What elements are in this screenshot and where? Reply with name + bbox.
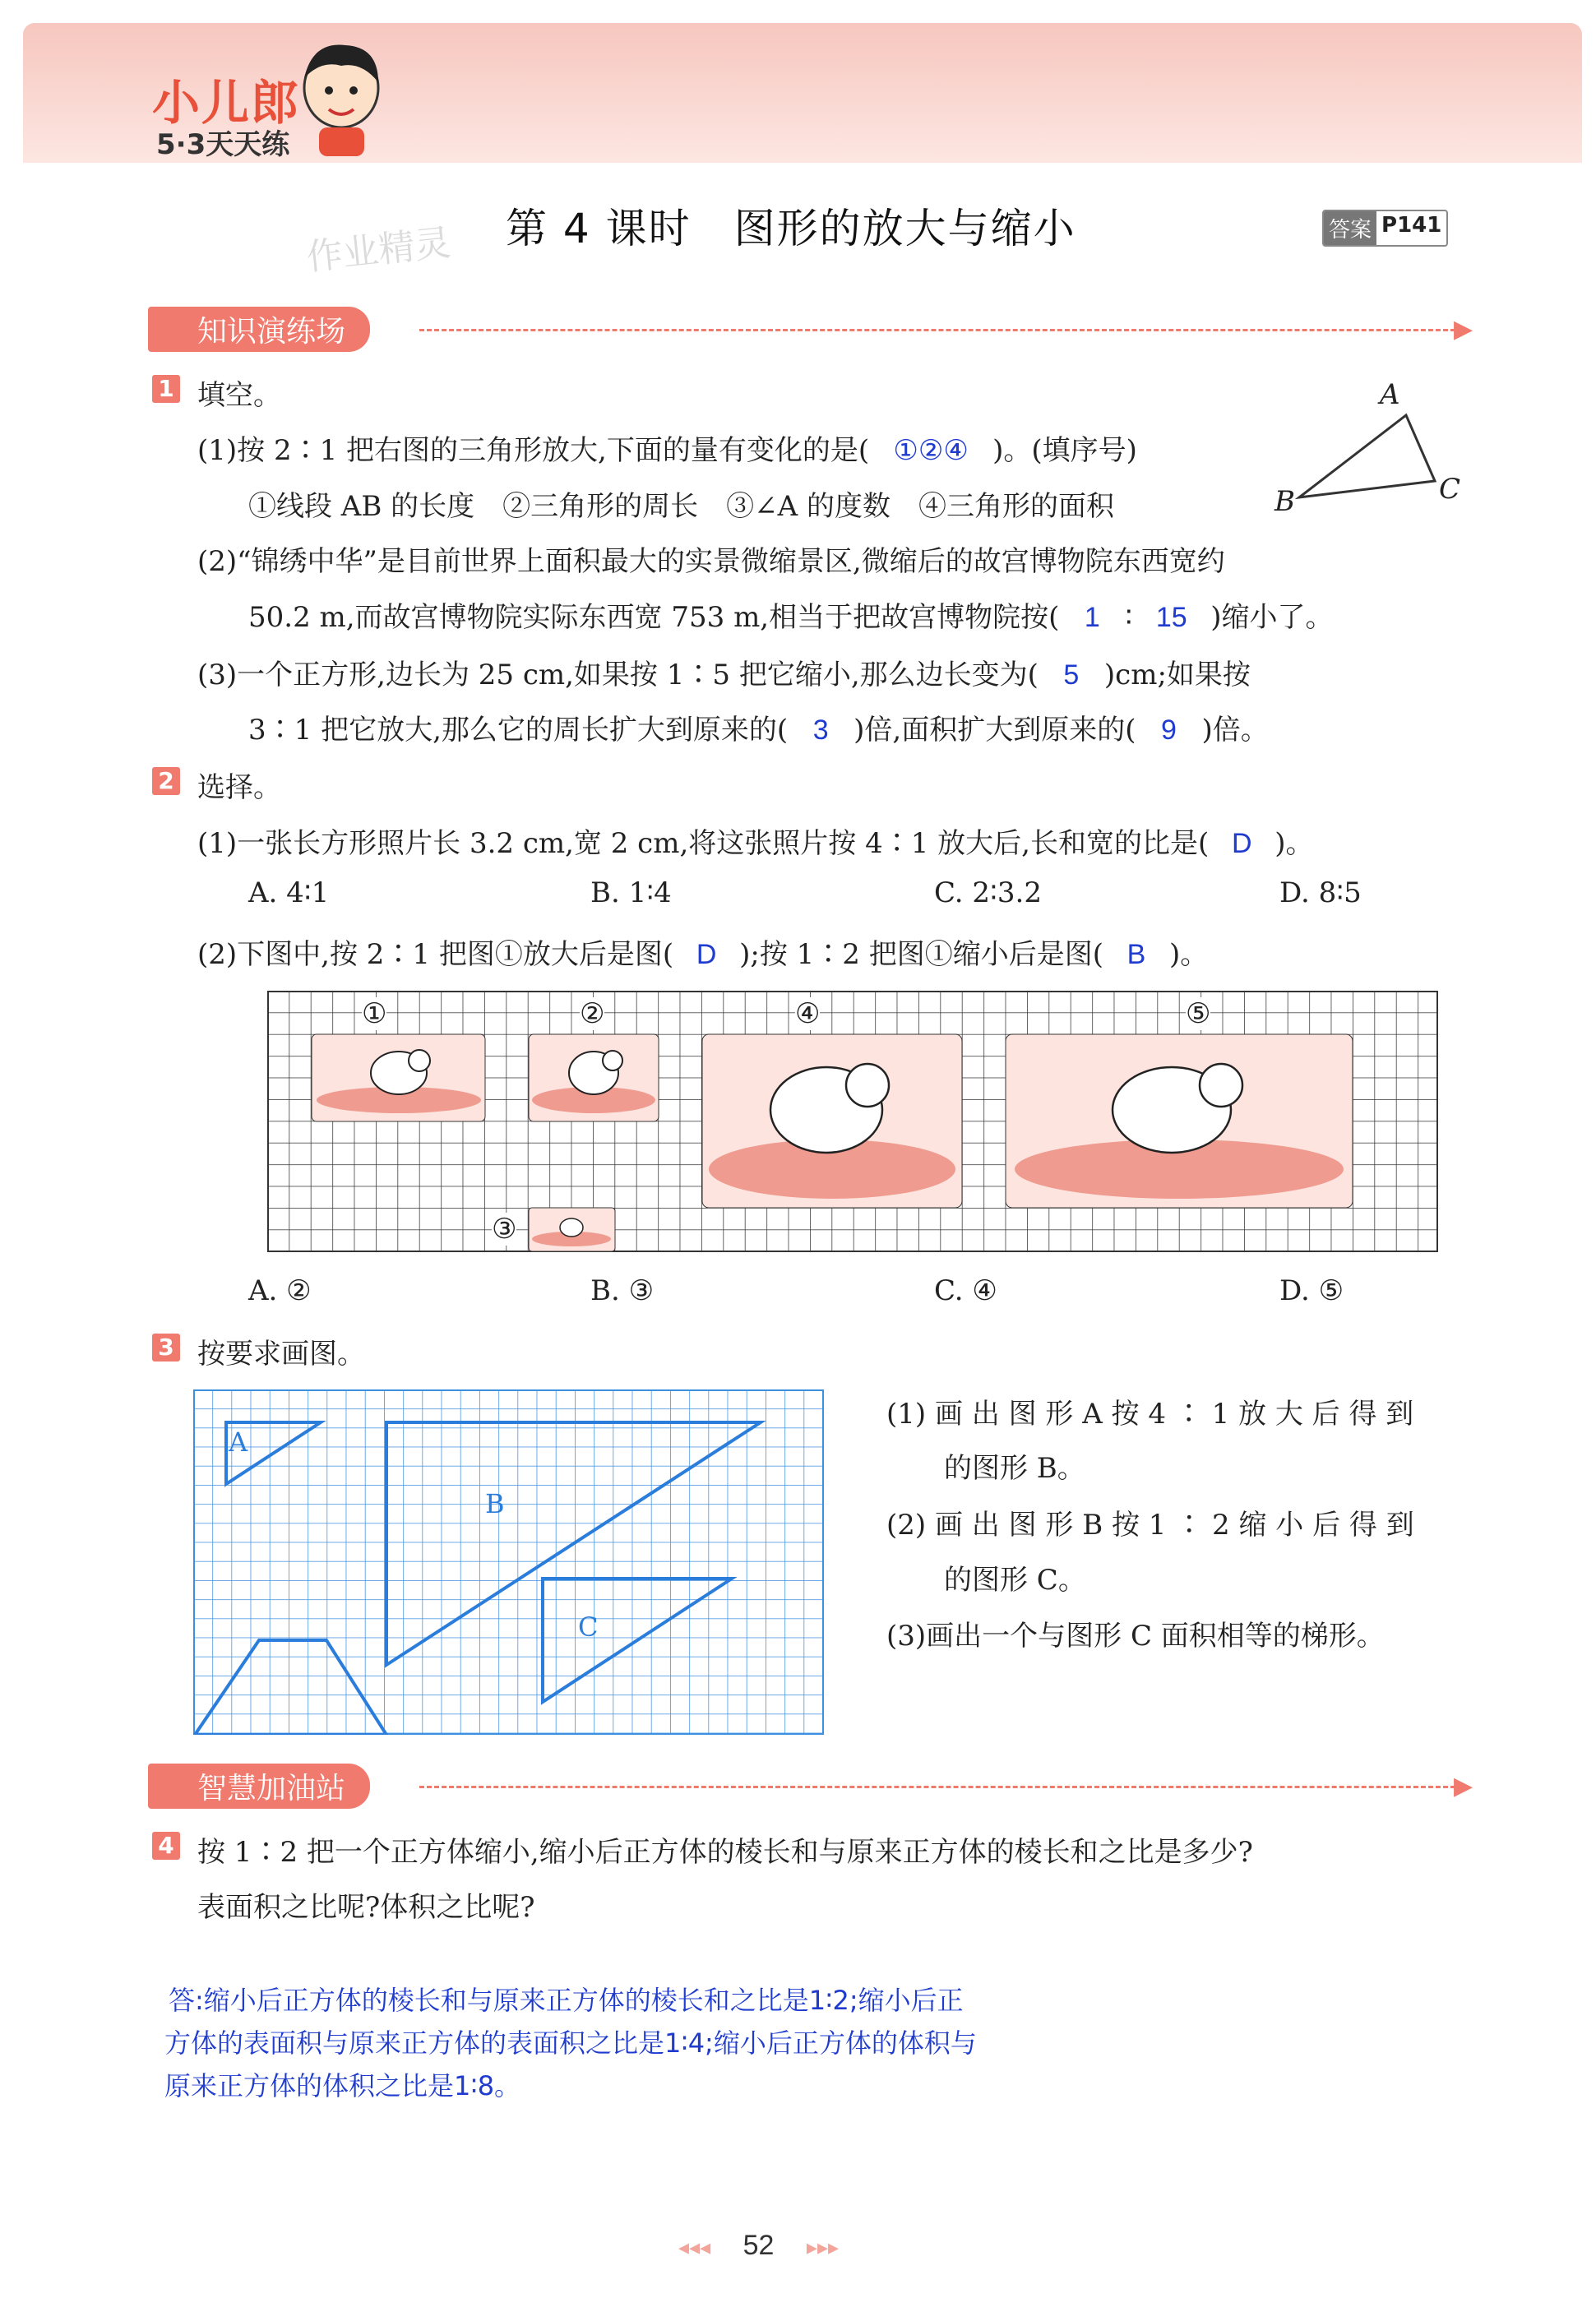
question-heading: 选择。 — [197, 771, 281, 804]
triangle-label-b: B — [1274, 485, 1295, 518]
q2-1-option-a: A. 4∶1 — [248, 876, 330, 909]
divider-arrow-icon: ▶ — [1454, 1772, 1473, 1801]
panda-picture-3 — [529, 1208, 615, 1251]
q1-2-answer-a[interactable]: 1 — [1084, 602, 1100, 633]
q1-2-line2: 50.2 m,而故宫博物院实际东西宽 753 m,相当于把故宫博物院按( 1 ∶ 15 )缩小了。 — [248, 601, 1334, 634]
panda-picture-5 — [1006, 1034, 1353, 1208]
next-arrows-icon: ▸▸▸ — [806, 2235, 840, 2259]
panda-picture-2 — [529, 1034, 659, 1121]
q4-answer-line3[interactable]: 原来正方体的体积之比是1∶8。 — [164, 2070, 521, 2101]
section-header-practice — [148, 308, 370, 349]
q2-2-text: (2)下图中,按 2∶1 把图①放大后是图( D );按 1∶2 把图①缩小后是图( B )。 — [197, 938, 1209, 971]
brand-series: 5·3天天练 — [156, 128, 290, 161]
panda-picture-1 — [312, 1034, 485, 1121]
answer-badge-label: 答案 — [1324, 211, 1376, 245]
q1-3-line2: 3∶1 把它放大,那么它的周长扩大到原来的( 3 )倍,面积扩大到原来的( 9 )倍。 — [248, 714, 1269, 747]
triangle-label-a: A — [1380, 378, 1400, 411]
q2-2-answer-b[interactable]: B — [1126, 939, 1146, 970]
q3-item1-line1: (1) 画 出 图 形 A 按 4 ∶ 1 放 大 后 得 到 — [886, 1398, 1414, 1431]
section-title: 知识演练场 — [148, 307, 370, 352]
q2-1-answer[interactable]: D — [1231, 828, 1252, 859]
page-number: 52 — [742, 2230, 775, 2261]
question-number: 1 — [152, 375, 180, 403]
q3-item1-line2: 的图形 B。 — [944, 1452, 1085, 1485]
q1-3-line1: (3)一个正方形,边长为 25 cm,如果按 1∶5 把它缩小,那么边长变为( 5 )cm;如果按 — [197, 659, 1251, 691]
answer-badge-page: P141 — [1381, 213, 1442, 238]
picture-label-4: ④ — [795, 997, 821, 1030]
question-heading: 填空。 — [197, 379, 281, 412]
question-number: 2 — [152, 767, 180, 795]
q4-answer-line1[interactable]: 答:缩小后正方体的棱长和与原来正方体的棱长和之比是1∶2;缩小后正 — [169, 1985, 964, 2016]
section-divider — [419, 1786, 1455, 1788]
shape-label-a: A — [229, 1426, 248, 1458]
mascot-icon — [296, 37, 386, 156]
watermark: 作业精灵 — [304, 221, 453, 280]
q4-line2: 表面积之比呢?体积之比呢? — [197, 1891, 535, 1924]
question-heading: 按要求画图。 — [197, 1338, 365, 1371]
q2-1-text: (1)一张长方形照片长 3.2 cm,宽 2 cm,将这张照片按 4∶1 放大后,长和宽的比是( D )。 — [197, 827, 1314, 860]
q3-item2-line1: (2) 画 出 图 形 B 按 1 ∶ 2 缩 小 后 得 到 — [886, 1509, 1414, 1542]
question-number: 4 — [152, 1832, 180, 1860]
q3-item2-line2: 的图形 C。 — [944, 1564, 1086, 1597]
q2-2-option-b: B. ③ — [590, 1274, 655, 1307]
q4-answer-line2[interactable]: 方体的表面积与原来正方体的表面积之比是1∶4;缩小后正方体的体积与 — [164, 2027, 977, 2059]
q2-1-option-c: C. 2∶3.2 — [934, 876, 1042, 909]
section-arrow-icon: ➤ — [155, 1768, 178, 1801]
q2-2-option-d: D. ⑤ — [1279, 1274, 1344, 1307]
picture-label-2: ② — [580, 997, 605, 1030]
section-title: 智慧加油站 — [148, 1764, 370, 1809]
section-divider — [419, 329, 1455, 331]
brand-logo: 小儿郎 — [152, 75, 301, 131]
q4-line1: 按 1∶2 把一个正方体缩小,缩小后正方体的棱长和与原来正方体的棱长和之比是多少? — [197, 1836, 1253, 1869]
q2-2-option-c: C. ④ — [934, 1274, 997, 1307]
shape-label-c: C — [578, 1611, 599, 1643]
q2-1-option-b: B. 1∶4 — [590, 876, 672, 909]
triangle-label-c: C — [1439, 473, 1461, 506]
answer-page-badge[interactable] — [1322, 210, 1448, 247]
panda-grid-figure — [267, 991, 1439, 1252]
picture-label-5: ⑤ — [1186, 997, 1211, 1030]
q1-3-answer-b[interactable]: 3 — [812, 714, 829, 746]
section-header-challenge — [148, 1765, 370, 1806]
prev-arrows-icon: ◂◂◂ — [678, 2235, 711, 2259]
section-arrow-icon: ➤ — [155, 312, 178, 344]
page-title: 第 4 课时 图形的放大与缩小 — [506, 205, 1076, 252]
q3-item3: (3)画出一个与图形 C 面积相等的梯形。 — [886, 1620, 1385, 1653]
q1-2-line1: (2)“锦绣中华”是目前世界上面积最大的实景微缩景区,微缩后的故宫博物院东西宽约 — [197, 545, 1225, 578]
q1-1-answer[interactable]: ①②④ — [893, 435, 969, 466]
panda-picture-4 — [702, 1034, 962, 1208]
q1-1-options: ①线段 AB 的长度 ②三角形的周长 ③∠A 的度数 ④三角形的面积 — [248, 490, 1115, 523]
page-footer — [678, 2230, 839, 2262]
q1-2-answer-b[interactable]: 15 — [1155, 602, 1187, 633]
q1-3-answer-c[interactable]: 9 — [1161, 714, 1177, 746]
q2-2-option-a: A. ② — [248, 1274, 312, 1307]
q1-3-answer-a[interactable]: 5 — [1063, 659, 1080, 691]
q2-1-option-d: D. 8∶5 — [1279, 876, 1362, 909]
divider-arrow-icon: ▶ — [1454, 315, 1473, 344]
q2-2-answer-a[interactable]: D — [696, 939, 717, 970]
question-number: 3 — [152, 1334, 180, 1362]
q1-1-text: (1)按 2∶1 把右图的三角形放大,下面的量有变化的是( ①②④ )。(填序号) — [197, 434, 1137, 467]
drawing-grid — [193, 1389, 825, 1735]
shape-label-b: B — [485, 1488, 505, 1519]
picture-label-3: ③ — [492, 1213, 517, 1246]
picture-label-1: ① — [362, 997, 387, 1030]
